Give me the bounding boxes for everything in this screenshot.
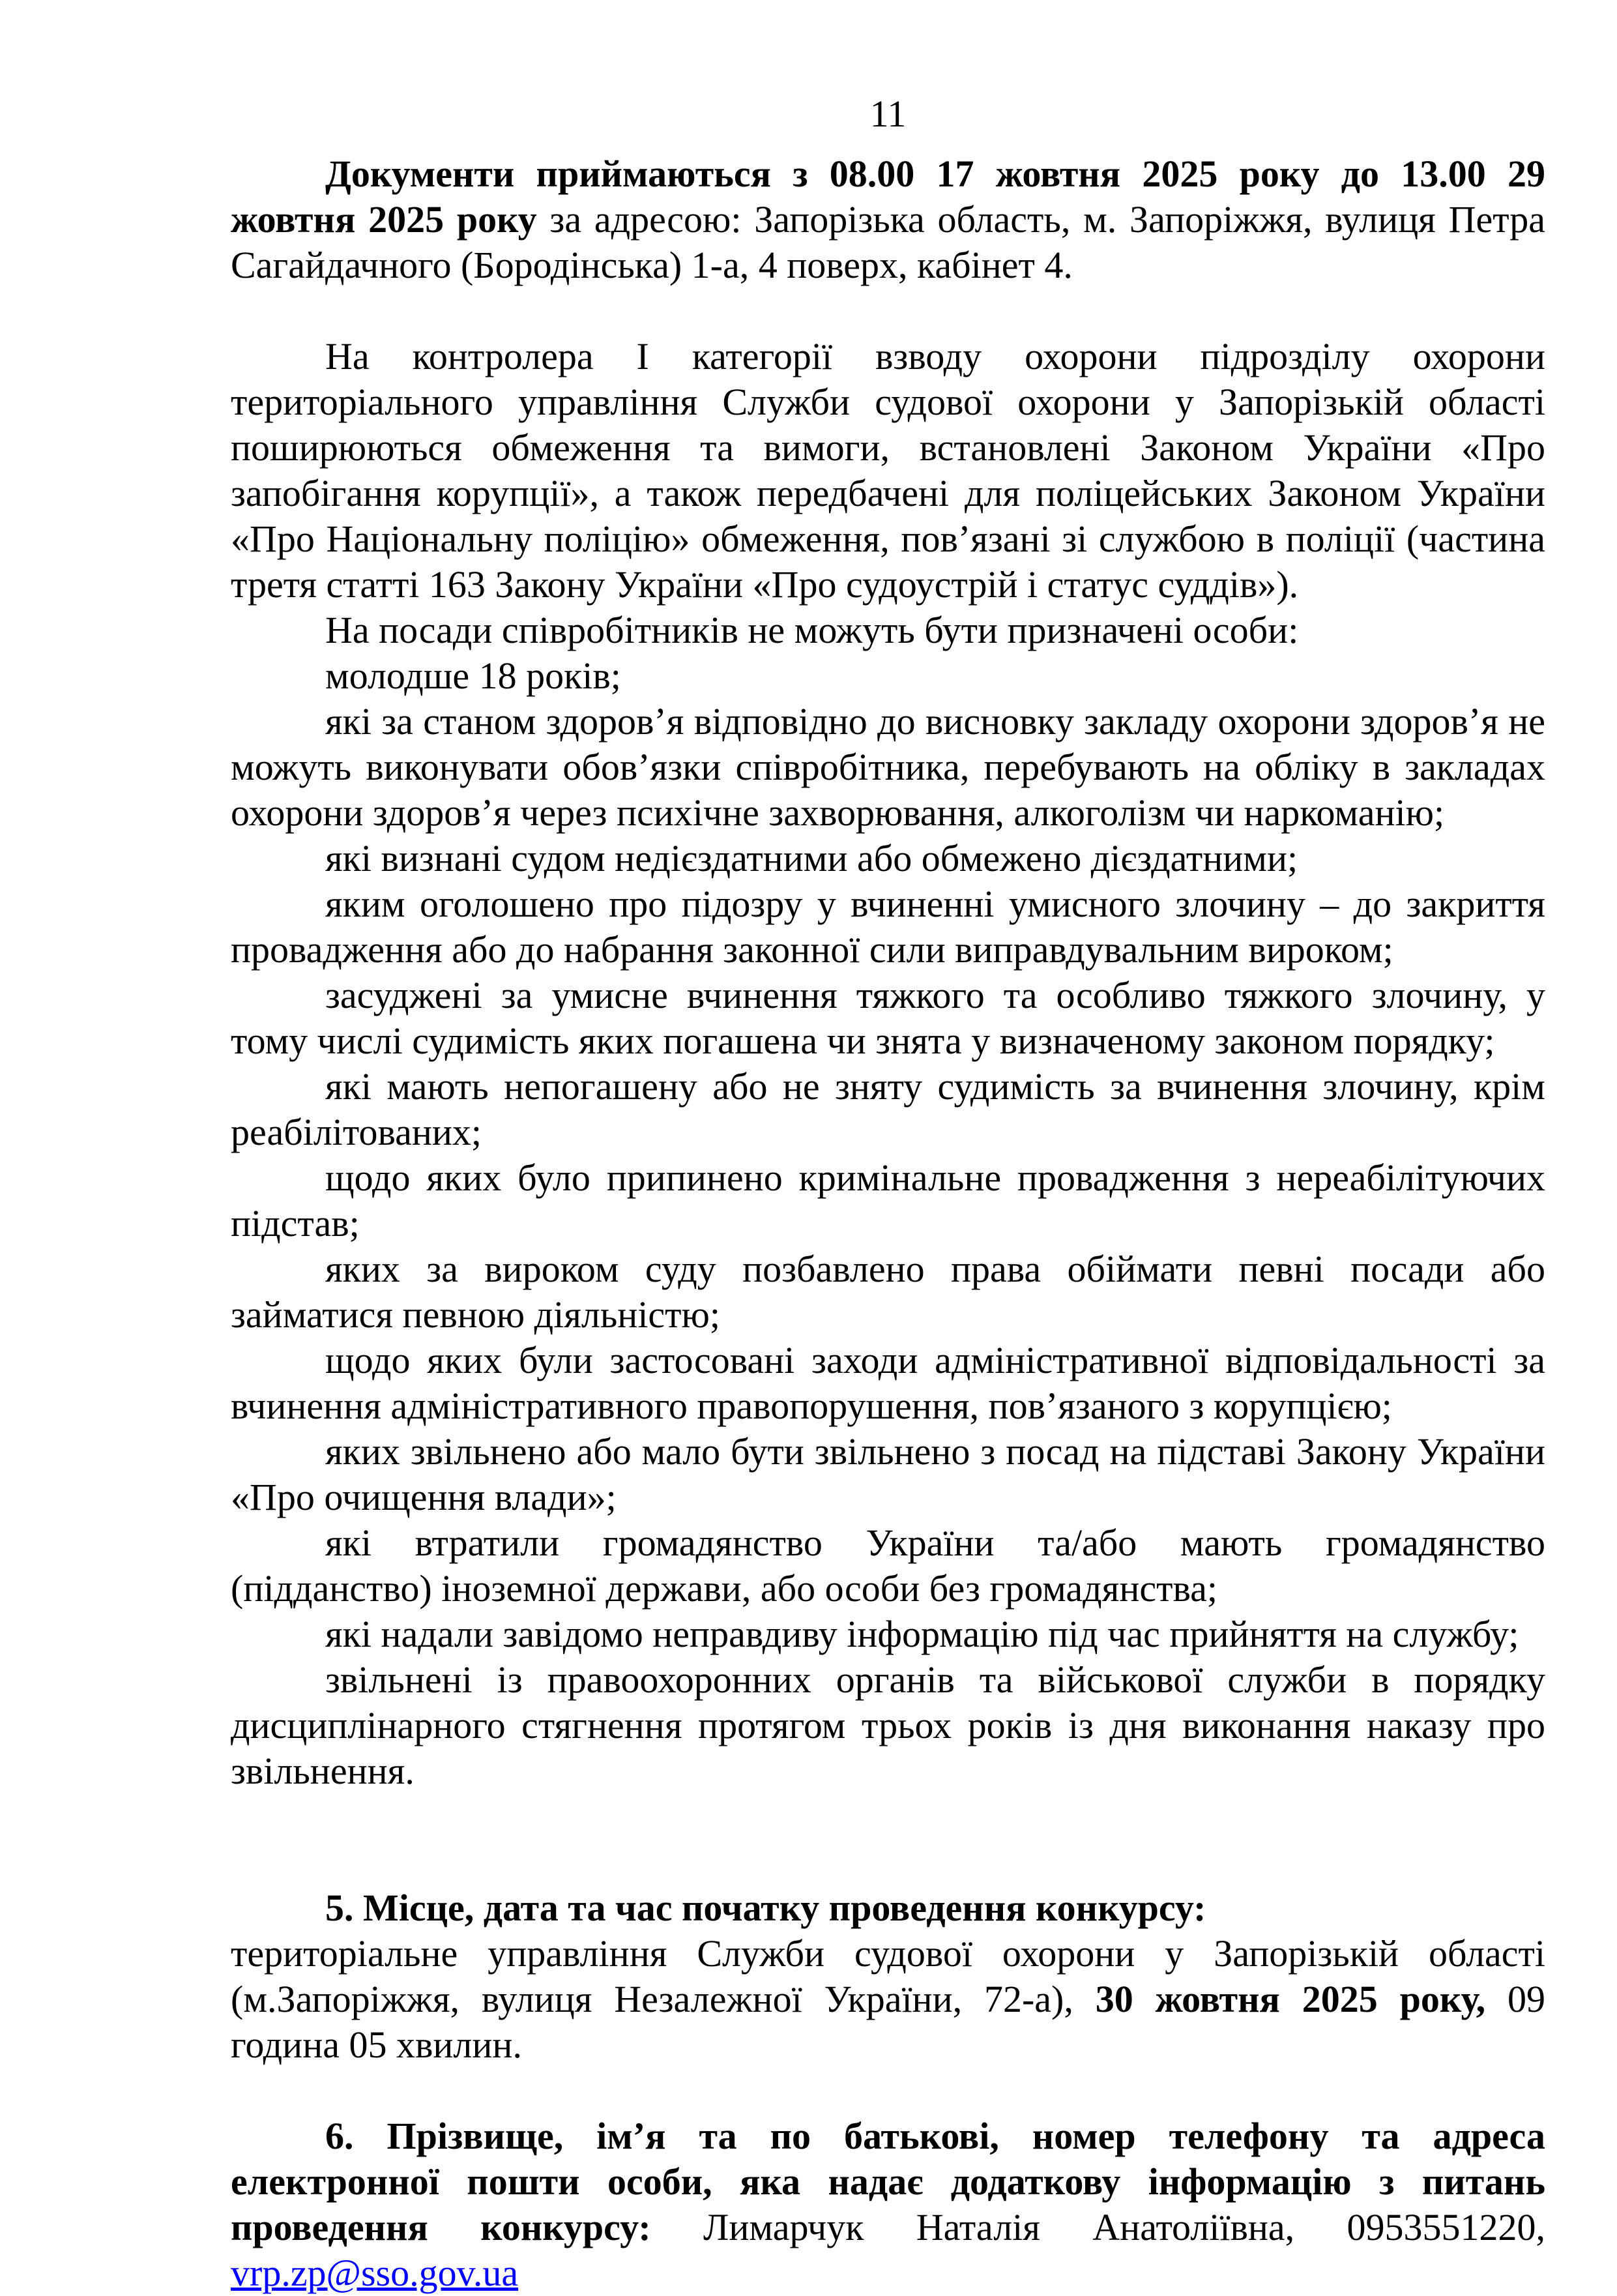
item-dismissed-disciplinary	[231, 1657, 1545, 1794]
text-run: щодо яких були застосовані заходи адміністративної відповідальності за вчинення адміністративного правопорушення, пов’язаного з корупцією;	[231, 1339, 1545, 1427]
item-health-condition	[231, 699, 1545, 836]
bold-text-run: 6. Прізвище, ім’я та по батькові, номер телефону та адреса електронної пошти особи, яка надає додаткову інформацію з питань проведення конкурсу:	[231, 2115, 1545, 2248]
text-run: які мають непогашену або не зняту судимість за вчинення злочину, крім реабілітованих;	[231, 1065, 1545, 1153]
item-lustration-law-dismissal	[231, 1429, 1545, 1520]
item-terminated-criminal-proceedings	[231, 1155, 1545, 1246]
para-cannot-be-appointed-intro	[231, 608, 1545, 653]
page-number: 11	[869, 93, 907, 135]
item-lost-citizenship	[231, 1520, 1545, 1612]
para-restrictions	[231, 334, 1545, 608]
text-run: На посади співробітників не можуть бути призначені особи:	[325, 609, 1299, 651]
item-admin-corruption-liability	[231, 1338, 1545, 1429]
item-unexpunged-conviction	[231, 1064, 1545, 1155]
text-run: які за станом здоров’я відповідно до висновку закладу охорони здоров’я не можуть виконувати обов’язки співробітника, перебувають на обліку в закладах охорони здоров’я через психічне захворювання, алкоголізм чи наркоманію;	[231, 700, 1545, 834]
text-run: звільнені із правоохоронних органів та військової служби в порядку дисциплінарного стягнення протягом трьох років із дня виконання наказу про звільнення.	[231, 1658, 1545, 1792]
text-run: які визнані судом недієздатними або обмежено дієздатними;	[325, 837, 1298, 879]
text-run: засуджені за умисне вчинення тяжкого та особливо тяжкого злочину, у тому числі судимість яких погашена чи знята у визначеному законом порядку;	[231, 974, 1545, 1062]
para-venue-datetime	[231, 1931, 1545, 2068]
text-run: які втратили громадянство України та/або мають громадянство (підданство) іноземної держави, або особи без громадянства;	[231, 1522, 1545, 1610]
para-documents-deadline	[231, 151, 1545, 288]
item-court-ban-on-positions	[231, 1246, 1545, 1338]
text-run: Лимарчук Наталія Анатоліївна, 0953551220,	[703, 2206, 1545, 2248]
text-run: щодо яких було припинено кримінальне провадження з нереабілітуючих підстав;	[231, 1156, 1545, 1244]
item-false-information	[231, 1612, 1545, 1657]
text-run: яких за вироком суду позбавлено права обіймати певні посади або займатися певною діяльністю;	[231, 1248, 1545, 1336]
bold-text-run: Документи приймаються з 08.00 17 жовтня 2025 року до 13.00 29 жовтня 2025 року	[231, 153, 1545, 241]
document-body	[231, 151, 1545, 2296]
item-suspicion-of-crime	[231, 881, 1545, 973]
text-run: за адресою: Запорізька область, м. Запоріжжя, вулиця Петра Сагайдачного (Бородінська) 1-а, 4 поверх, кабінет 4.	[231, 198, 1546, 286]
text-run: На контролера І категорії взводу охорони підрозділу охорони територіального управління Служби судової охорони у Запорізькій області поширюються обмеження та вимоги, встановлені Законом України «Про запобігання корупції», а також передбачені для поліцейських Законом України «Про Національну поліцію» обмеження, пов’язані зі службою в поліції (частина третя статті 163 Закону України «Про судоустрій і статус суддів»).	[231, 335, 1545, 606]
para-contact-person	[231, 2113, 1545, 2296]
item-under-18	[231, 653, 1545, 699]
item-incapacitated	[231, 836, 1545, 881]
text-run: 09 година 05 хвилин.	[231, 1978, 1546, 2066]
email-link[interactable]: vrp.zp@sso.gov.ua	[231, 2252, 519, 2294]
heading-section-5	[231, 1885, 1545, 1931]
text-run: територіальне управління Служби судової охорони у Запорізькій області (м.Запоріжжя, вулиця Незалежної України, 72-а),	[231, 1932, 1545, 2020]
text-run: яких звільнено або мало бути звільнено з посад на підставі Закону України «Про очищення влади»;	[231, 1430, 1545, 1518]
text-run: які надали завідомо неправдиву інформацію під час прийняття на службу;	[325, 1613, 1519, 1655]
text-run: молодше 18 років;	[325, 655, 621, 697]
bold-text-run: 5. Місце, дата та час початку проведення конкурсу:	[325, 1887, 1206, 1929]
bold-text-run: 30 жовтня 2025 року,	[1095, 1978, 1486, 2020]
item-convicted-grave-crime	[231, 973, 1545, 1064]
document-content	[231, 91, 1545, 2296]
text-run: яким оголошено про підозру у вчиненні умисного злочину – до закриття провадження або до набрання законної сили виправдувальним вироком;	[231, 883, 1545, 971]
